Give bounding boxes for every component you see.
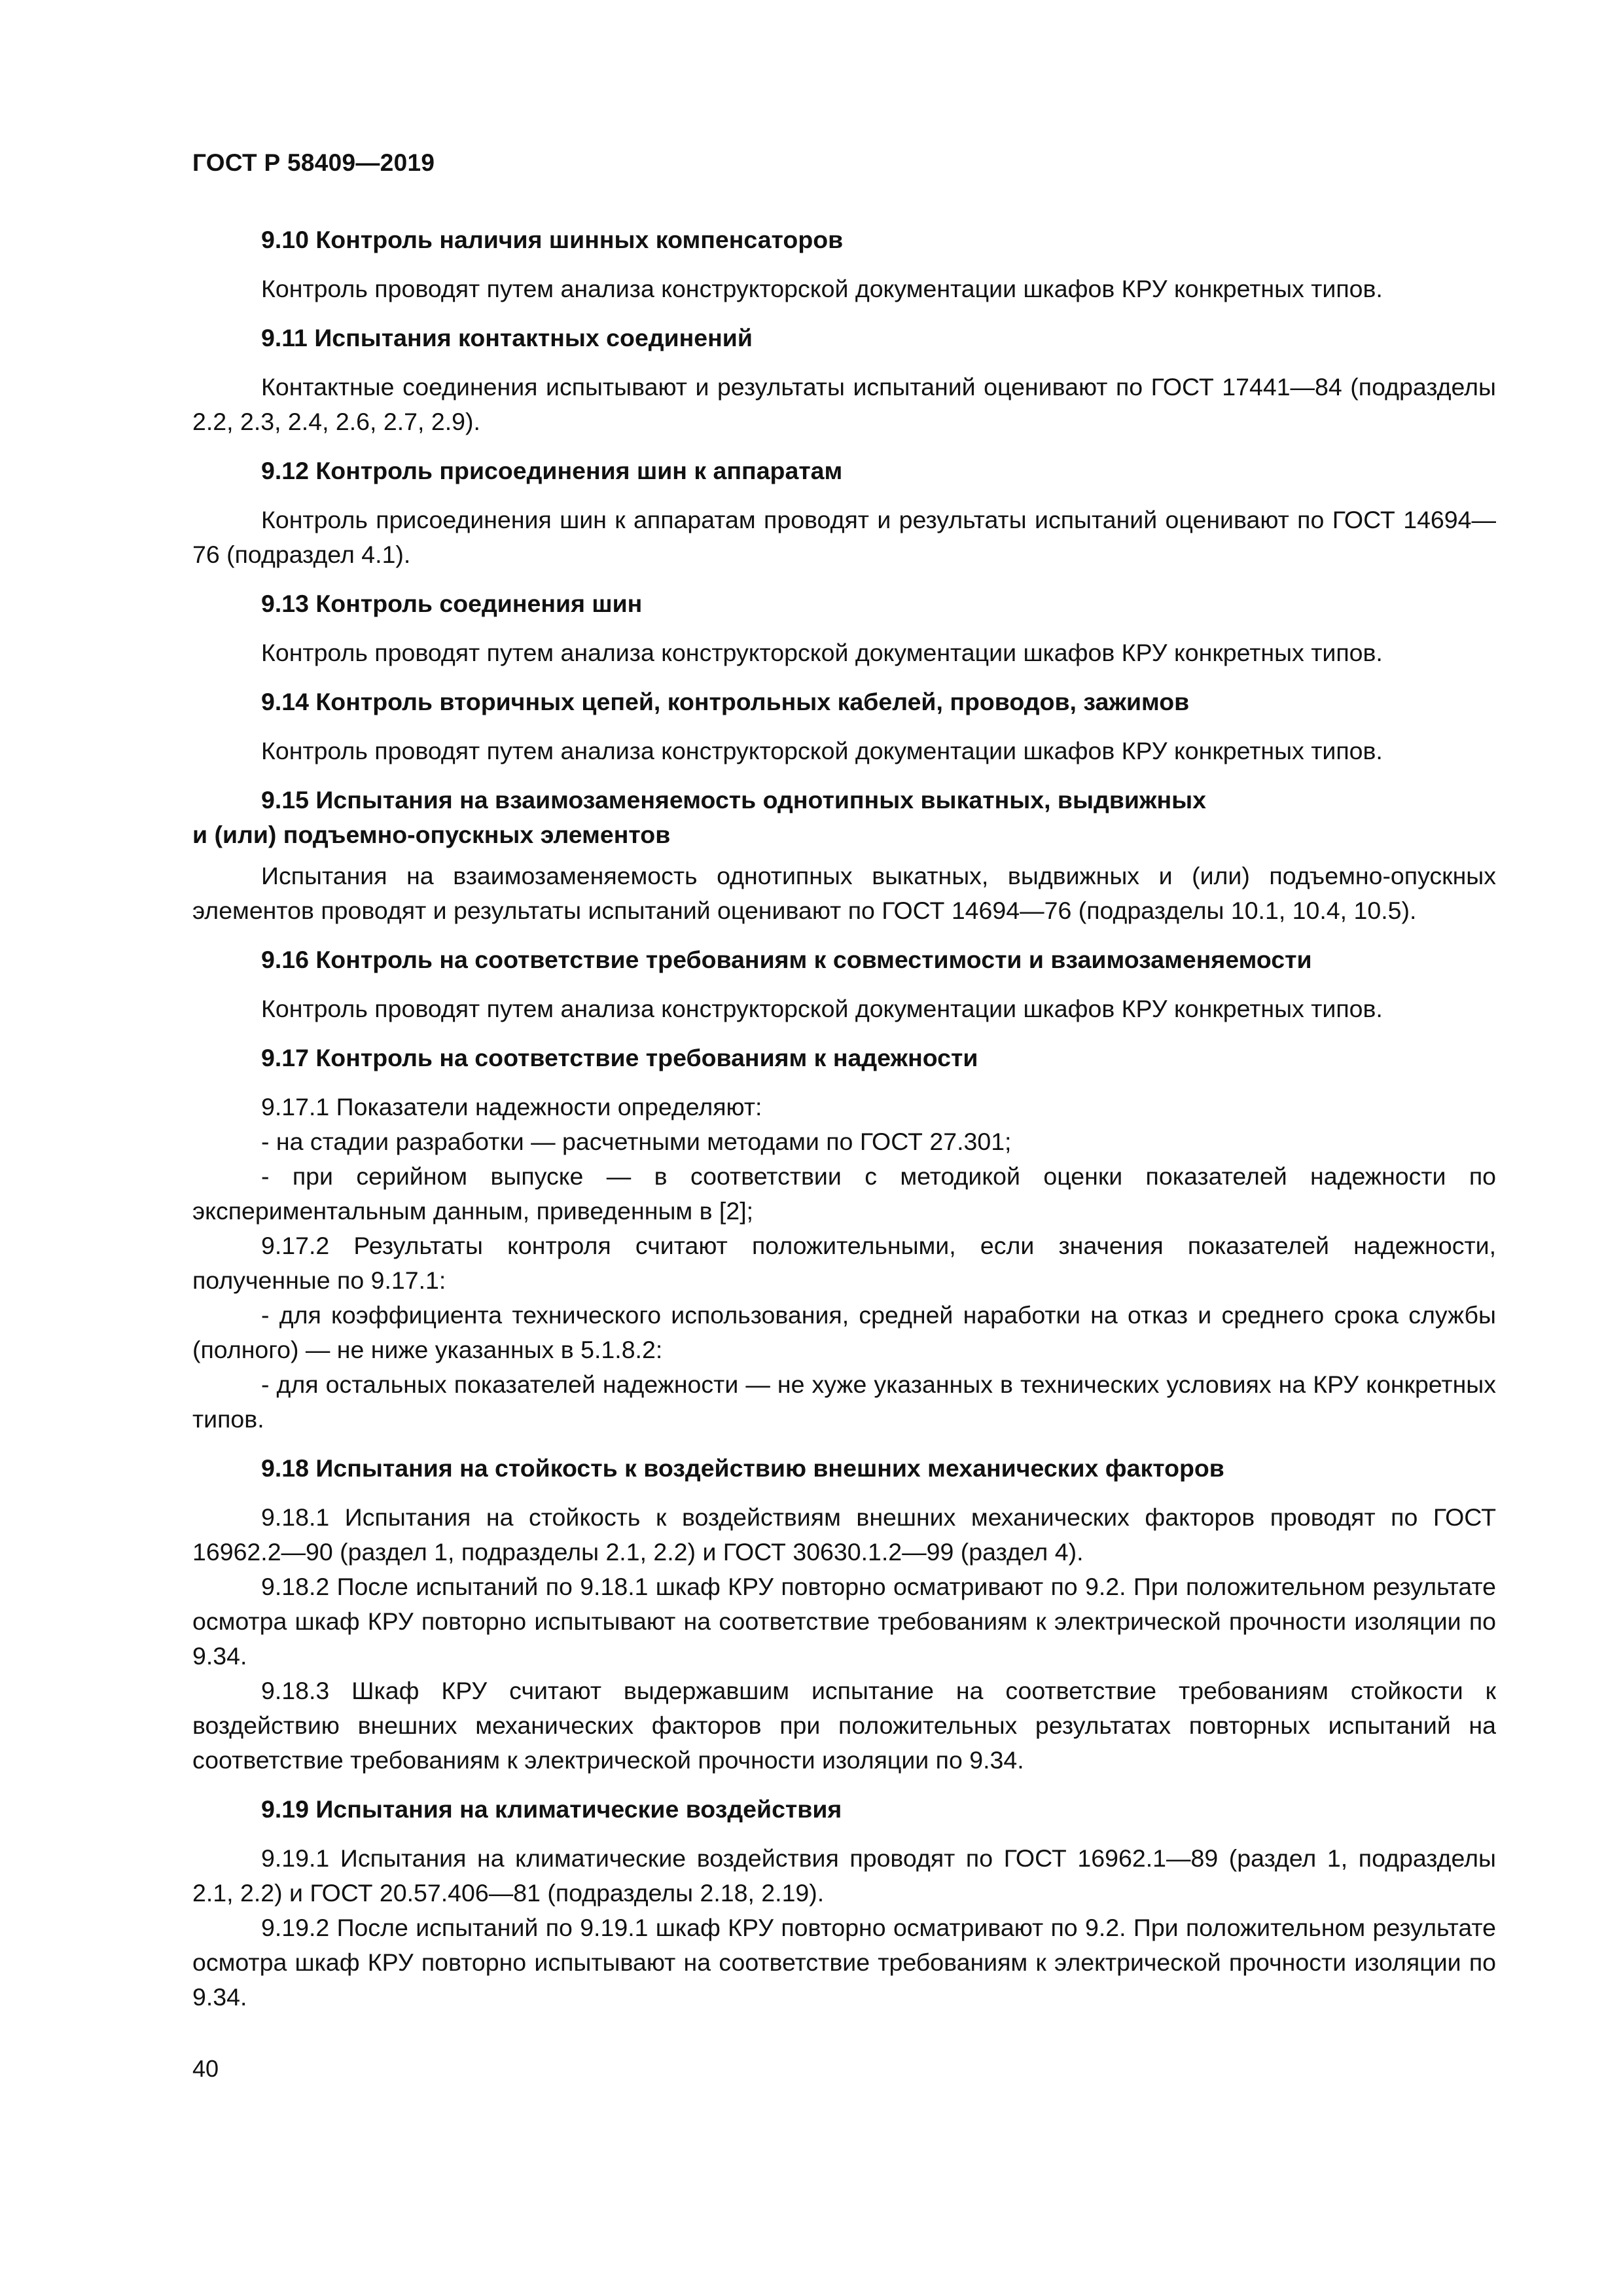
section-9-17-item-development: - на стадии разработки — расчетными методами по ГОСТ 27.301; xyxy=(261,1128,1012,1155)
section-9-16-text: Контроль проводят путем анализа конструкторской документации шкафов КРУ конкретных типов. xyxy=(261,995,1383,1022)
section-9-13-text: Контроль проводят путем анализа конструкторской документации шкафов КРУ конкретных типов. xyxy=(261,639,1383,666)
section-9-15-title xyxy=(192,783,1496,852)
section-9-19-2: 9.19.2 После испытаний по 9.19.1 шкаф КРУ повторно осматривают по 9.2. При положительном результате осмотра шкаф КРУ повторно испытывают на соответствие требованиям к электрической прочности изоляции по 9.34. xyxy=(192,1914,1496,2011)
document-body xyxy=(192,223,1496,2015)
section-9-13-title: 9.13 Контроль соединения шин xyxy=(261,590,643,617)
section-9-16-title: 9.16 Контроль на соответствие требованиям к совместимости и взаимозаменяемости xyxy=(261,946,1312,973)
section-9-17-2: 9.17.2 Результаты контроля считают положительными, если значения показателей надежности, полученные по 9.17.1: xyxy=(192,1232,1496,1294)
section-9-10-title: 9.10 Контроль наличия шинных компенсаторов xyxy=(261,226,844,253)
section-9-17-1: 9.17.1 Показатели надежности определяют: xyxy=(261,1093,762,1121)
section-9-17-item-serial: - при серийном выпуске — в соответствии с методикой оценки показателей надежности по экспериментальным данным, приведенным в [2]; xyxy=(192,1162,1496,1225)
section-9-14-text: Контроль проводят путем анализа конструкторской документации шкафов КРУ конкретных типов. xyxy=(261,737,1383,764)
section-9-11-text: Контактные соединения испытывают и результаты испытаний оценивают по ГОСТ 17441—84 (подразделы 2.2, 2.3, 2.4, 2.6, 2.7, 2.9). xyxy=(192,373,1496,435)
section-9-18-2: 9.18.2 После испытаний по 9.18.1 шкаф КРУ повторно осматривают по 9.2. При положительном результате осмотра шкаф КРУ повторно испытывают на соответствие требованиям к электрической прочности изоляции по 9.34. xyxy=(192,1573,1496,1670)
section-9-17-item-other: - для остальных показателей надежности — не хуже указанных в технических условиях на КРУ конкретных типов. xyxy=(192,1371,1496,1433)
section-9-15-text: Испытания на взаимозаменяемость однотипных выкатных, выдвижных и (или) подъемно-опускных элементов проводят и результаты испытаний оценивают по ГОСТ 14694—76 (подразделы 10.1, 10.4, 10.5). xyxy=(192,862,1496,924)
section-9-14-title: 9.14 Контроль вторичных цепей, контрольных кабелей, проводов, зажимов xyxy=(261,688,1190,715)
section-9-12-text: Контроль присоединения шин к аппаратам проводят и результаты испытаний оценивают по ГОСТ 14694—76 (подраздел 4.1). xyxy=(192,506,1496,568)
section-9-19-title: 9.19 Испытания на климатические воздействия xyxy=(261,1795,842,1823)
page-number: 40 xyxy=(192,2055,219,2082)
section-9-15-title-line1: 9.15 Испытания на взаимозаменяемость однотипных выкатных, выдвижных xyxy=(261,786,1207,814)
section-9-18-title: 9.18 Испытания на стойкость к воздействию внешних механических факторов xyxy=(261,1454,1224,1482)
section-9-18-3: 9.18.3 Шкаф КРУ считают выдержавшим испытание на соответствие требованиям стойкости к воздействию внешних механических факторов при положительных результатах повторных испытаний на соответствие требованиям к электрической прочности изоляции по 9.34. xyxy=(192,1677,1496,1774)
section-9-10-text: Контроль проводят путем анализа конструкторской документации шкафов КРУ конкретных типов. xyxy=(261,275,1383,302)
section-9-11-title: 9.11 Испытания контактных соединений xyxy=(261,324,753,351)
section-9-19-1: 9.19.1 Испытания на климатические воздействия проводят по ГОСТ 16962.1—89 (раздел 1, подразделы 2.1, 2.2) и ГОСТ 20.57.406—81 (подразделы 2.18, 2.19). xyxy=(192,1844,1496,1907)
section-9-18-1: 9.18.1 Испытания на стойкость к воздействиям внешних механических факторов проводят по ГОСТ 16962.2—90 (раздел 1, подразделы 2.1, 2.2) и ГОСТ 30630.1.2—99 (раздел 4). xyxy=(192,1503,1496,1566)
section-9-15-title-line2: и (или) подъемно-опускных элементов xyxy=(192,821,671,848)
section-9-17-title: 9.17 Контроль на соответствие требованиям к надежности xyxy=(261,1044,978,1071)
section-9-12-title: 9.12 Контроль присоединения шин к аппаратам xyxy=(261,457,843,484)
document-code: ГОСТ Р 58409—2019 xyxy=(192,149,435,176)
section-9-17-item-coefficient: - для коэффициента технического использования, средней наработки на отказ и среднего срока службы (полного) — не ниже указанных в 5.1.8.2: xyxy=(192,1301,1496,1363)
